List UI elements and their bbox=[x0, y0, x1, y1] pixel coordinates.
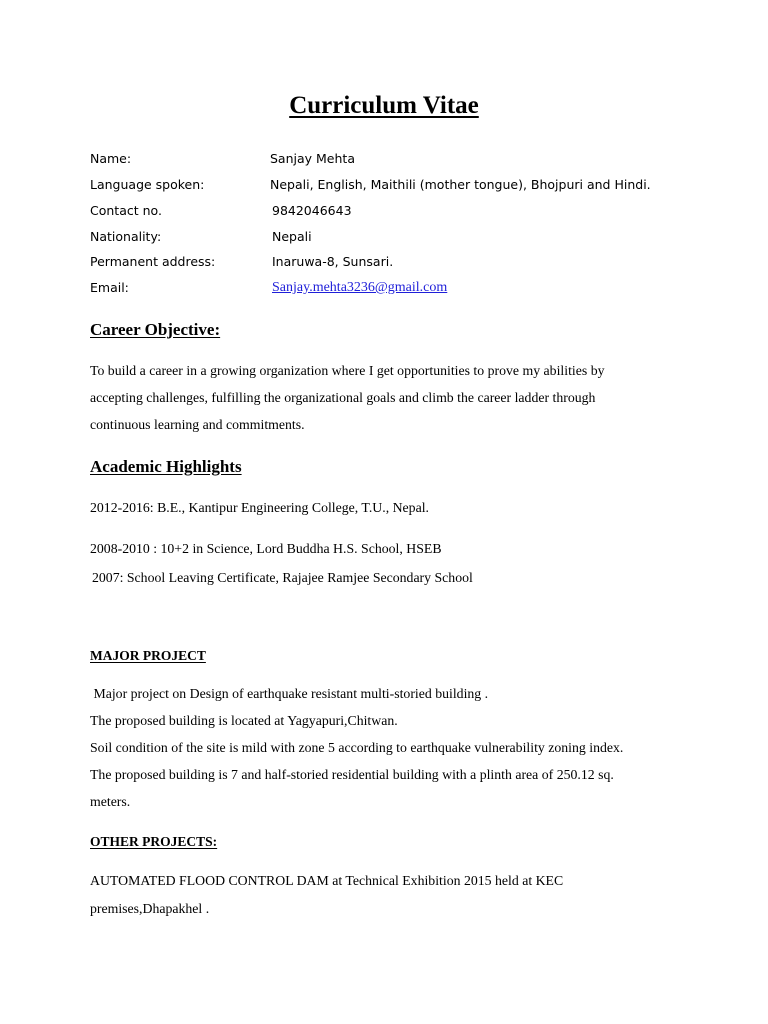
language-value: Nepali, English, Maithili (mother tongue), Bhojpuri and Hindi. bbox=[270, 177, 651, 192]
email-label: Email: bbox=[90, 280, 129, 295]
other-projects-heading: OTHER PROJECTS: bbox=[90, 834, 218, 849]
major-project-heading: MAJOR PROJECT bbox=[90, 648, 206, 663]
document-title: Curriculum Vitae bbox=[289, 92, 479, 119]
major-project-line: meters. bbox=[90, 794, 131, 809]
career-objective-heading: Career Objective: bbox=[90, 320, 221, 339]
address-label: Permanent address: bbox=[90, 254, 216, 269]
academic-highlights-heading: Academic Highlights bbox=[90, 457, 242, 476]
email-link[interactable]: Sanjay.mehta3236@gmail.com bbox=[272, 280, 448, 295]
career-objective-line: continuous learning and commitments. bbox=[90, 417, 305, 432]
language-label: Language spoken: bbox=[90, 177, 205, 192]
other-project-line: AUTOMATED FLOOD CONTROL DAM at Technical Exhibition 2015 held at KEC bbox=[90, 873, 564, 888]
major-project-line: Soil condition of the site is mild with zone 5 according to earthquake vulnerability zoning index. bbox=[90, 740, 624, 755]
address-value: Inaruwa-8, Sunsari. bbox=[272, 254, 394, 269]
major-project-line: Major project on Design of earthquake resistant multi-storied building . bbox=[90, 686, 489, 701]
academic-item: 2012-2016: B.E., Kantipur Engineering College, T.U., Nepal. bbox=[90, 500, 429, 515]
contact-value: 9842046643 bbox=[272, 203, 352, 218]
name-label: Name: bbox=[90, 151, 132, 166]
contact-label: Contact no. bbox=[90, 203, 162, 218]
academic-item: 2008-2010 : 10+2 in Science, Lord Buddha H.S. School, HSEB bbox=[90, 541, 442, 556]
major-project-line: The proposed building is 7 and half-storied residential building with a plinth area of 250.12 sq. bbox=[90, 767, 614, 782]
other-project-line: premises,Dhapakhel . bbox=[90, 901, 210, 916]
academic-item: 2007: School Leaving Certificate, Rajajee Ramjee Secondary School bbox=[92, 570, 473, 585]
major-project-line: The proposed building is located at Yagyapuri,Chitwan. bbox=[90, 713, 398, 728]
career-objective-line: To build a career in a growing organization where I get opportunities to prove my abilities by bbox=[90, 363, 605, 378]
nationality-label: Nationality: bbox=[90, 229, 162, 244]
nationality-value: Nepali bbox=[272, 229, 312, 244]
career-objective-line: accepting challenges, fulfilling the organizational goals and climb the career ladder through bbox=[90, 390, 596, 405]
name-value: Sanjay Mehta bbox=[270, 151, 355, 166]
